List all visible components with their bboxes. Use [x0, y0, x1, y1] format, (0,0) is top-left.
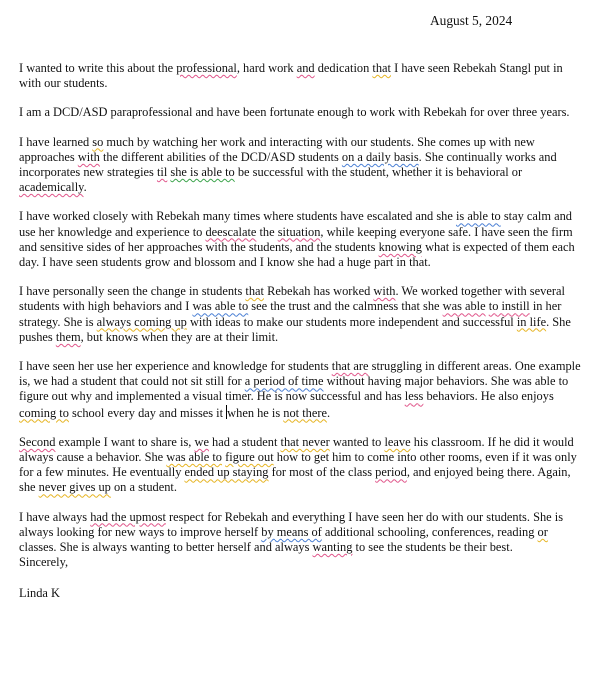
proofing-flag-red: and	[296, 61, 315, 75]
paragraph-text: stay calm and use her knowledge and experience to	[19, 209, 572, 239]
paragraph-text: . We worked together with several students with high behaviors and I	[19, 284, 565, 314]
paragraph-text: Rebekah has worked	[264, 284, 374, 299]
proofing-flag-gold: not there	[283, 405, 327, 420]
paragraph-text: I am a DCD/ASD paraprofessional and have been fortunate enough to work with Rebekah for over three years.	[19, 105, 570, 120]
paragraph-text: with ideas to make our students more independent and successful	[186, 314, 517, 329]
letter-paragraph	[19, 61, 585, 91]
proofing-flag-blue: by means of	[261, 524, 322, 539]
paragraph-text: I have seen Rebekah Stangl put in with our students.	[19, 61, 563, 91]
paragraph-text: dedication	[314, 61, 373, 75]
letter-paragraph	[19, 135, 585, 196]
paragraph-text: , hard work	[236, 61, 297, 75]
proofing-flag-gold: or	[537, 524, 548, 539]
signature: Linda K	[19, 586, 60, 601]
paragraph-text: be successful with the student, whether it is behavioral or	[234, 165, 523, 180]
letter-paragraph	[19, 284, 585, 345]
paragraph-text: respect for Rebekah and everything I have seen her do with our students. She is always looking for new ways to improve herself	[19, 509, 564, 539]
paragraph-text: additional schooling, conferences, reading	[321, 524, 538, 539]
paragraph-text: see the trust and the calmness that she	[248, 299, 443, 314]
letter-paragraph	[19, 105, 585, 120]
proofing-flag-gold: ended up staying	[184, 465, 269, 480]
paragraph-text: how to get him to come into other rooms, even if it was only for a few minutes. He eventually	[19, 450, 577, 480]
letter-paragraph	[19, 510, 585, 556]
paragraph-text: , but knows when they are at their limit.	[80, 329, 279, 344]
paragraph-text: I have seen her use her experience and knowledge for students	[19, 359, 332, 374]
proofing-flag-gold: coming to	[19, 405, 69, 420]
proofing-flag-red: deescalate	[205, 224, 257, 239]
paragraph-text: I wanted to write this about the	[19, 61, 177, 75]
proofing-flag-gold: that never	[280, 434, 330, 449]
paragraph-text: school every day and misses it	[68, 405, 227, 420]
proofing-flag-gold: that	[245, 284, 264, 299]
proofing-flag-gold: that	[372, 61, 391, 75]
paragraph-text: I have learned	[19, 134, 93, 149]
proofing-flag-red: less	[404, 389, 424, 404]
proofing-flag-red: was able	[442, 299, 486, 314]
paragraph-text: . She continually works and incorporates new strategies	[19, 149, 557, 180]
proofing-flag-red: had the upmost	[90, 509, 166, 524]
paragraph-text: to see the students be their best.	[352, 540, 513, 555]
letter-paragraph	[19, 209, 585, 270]
proofing-flag-gold: so	[92, 134, 104, 149]
proofing-flag-gold: always coming up	[96, 314, 187, 329]
paragraph-list	[19, 61, 585, 555]
proofing-flag-red: with	[373, 284, 396, 299]
proofing-flag-blue: is able to	[455, 209, 501, 224]
proofing-flag-red: knowing	[378, 239, 422, 254]
proofing-flag-red: professional	[176, 61, 237, 75]
proofing-flag-red: Second	[19, 434, 56, 449]
proofing-flag-red: that are	[331, 359, 369, 374]
paragraph-text: I have always	[19, 509, 91, 524]
paragraph-text: I have worked closely with Rebekah many times where students have escalated and she	[19, 209, 456, 224]
letter-date: August 5, 2024	[430, 13, 513, 28]
paragraph-text: I have personally seen the change in students	[19, 284, 246, 299]
proofing-flag-red: wanting	[312, 540, 353, 555]
closing-line: Sincerely,	[19, 555, 69, 570]
paragraph-text: when he is	[227, 405, 284, 420]
proofing-flag-red: to instill	[488, 299, 530, 314]
proofing-flag-red: academically	[19, 180, 84, 195]
paragraph-text: had a student	[208, 434, 281, 449]
proofing-flag-red: period	[375, 465, 407, 480]
paragraph-text: behaviors. He also enjoys	[423, 389, 554, 404]
paragraph-text: what is expected of them each day. I have seen students grow and blossom and I know she had a huge part in that.	[19, 239, 575, 270]
paragraph-text: the	[256, 224, 278, 239]
paragraph-text: his classroom. If he did it would always cause a behavior. She	[19, 434, 574, 465]
paragraph-text: in her strategy. She is	[19, 299, 562, 329]
proofing-flag-gold: never gives up	[38, 480, 111, 495]
proofing-flag-gold: was able to	[166, 450, 223, 465]
proofing-flag-red: til	[156, 165, 168, 180]
paragraph-text: . She pushes	[19, 314, 571, 344]
paragraph-text: classes. She is always wanting to better herself and always	[19, 540, 313, 555]
proofing-flag-blue: a period of time	[244, 374, 324, 389]
letter-body	[19, 61, 585, 602]
proofing-flag-gold: figure out	[225, 450, 274, 465]
paragraph-text: much by watching her work and interacting with our students. She comes up with new approaches	[19, 134, 535, 164]
letter-paragraph	[19, 359, 585, 421]
paragraph-text: for most of the class	[268, 465, 376, 480]
paragraph-text: on a student.	[110, 480, 177, 495]
proofing-flag-gold: in life	[516, 314, 547, 329]
proofing-flag-red: with	[77, 149, 100, 164]
paragraph-text: the different abilities of the DCD/ASD students	[99, 149, 342, 164]
proofing-flag-red: them	[55, 329, 81, 344]
paragraph-text: example I want to share is,	[55, 434, 195, 449]
paragraph-text: without having major behaviors. She was able to figure out why and implemented a visual timer. He is now successful and has	[19, 374, 569, 404]
paragraph-text: struggling in different areas. One example is, we had a student that could not sit still for	[19, 359, 581, 389]
paragraph-text: , while keeping everyone safe. I have seen the firm and sensitive sides of her approaches with the students, and the students	[19, 224, 573, 254]
proofing-flag-green: she is able to	[170, 165, 235, 180]
paragraph-text: wanted to	[329, 434, 385, 449]
paragraph-text: .	[326, 405, 331, 420]
proofing-flag-gold: leave	[384, 434, 411, 449]
paragraph-text: , and enjoyed being there. Again, she	[19, 465, 571, 495]
paragraph-text: .	[83, 180, 87, 195]
letter-paragraph	[19, 435, 585, 496]
proofing-flag-blue: was able to	[192, 299, 249, 314]
proofing-flag-red: we	[194, 434, 209, 449]
proofing-flag-red: situation	[277, 224, 321, 239]
proofing-flag-blue: on a daily basis	[341, 149, 419, 164]
